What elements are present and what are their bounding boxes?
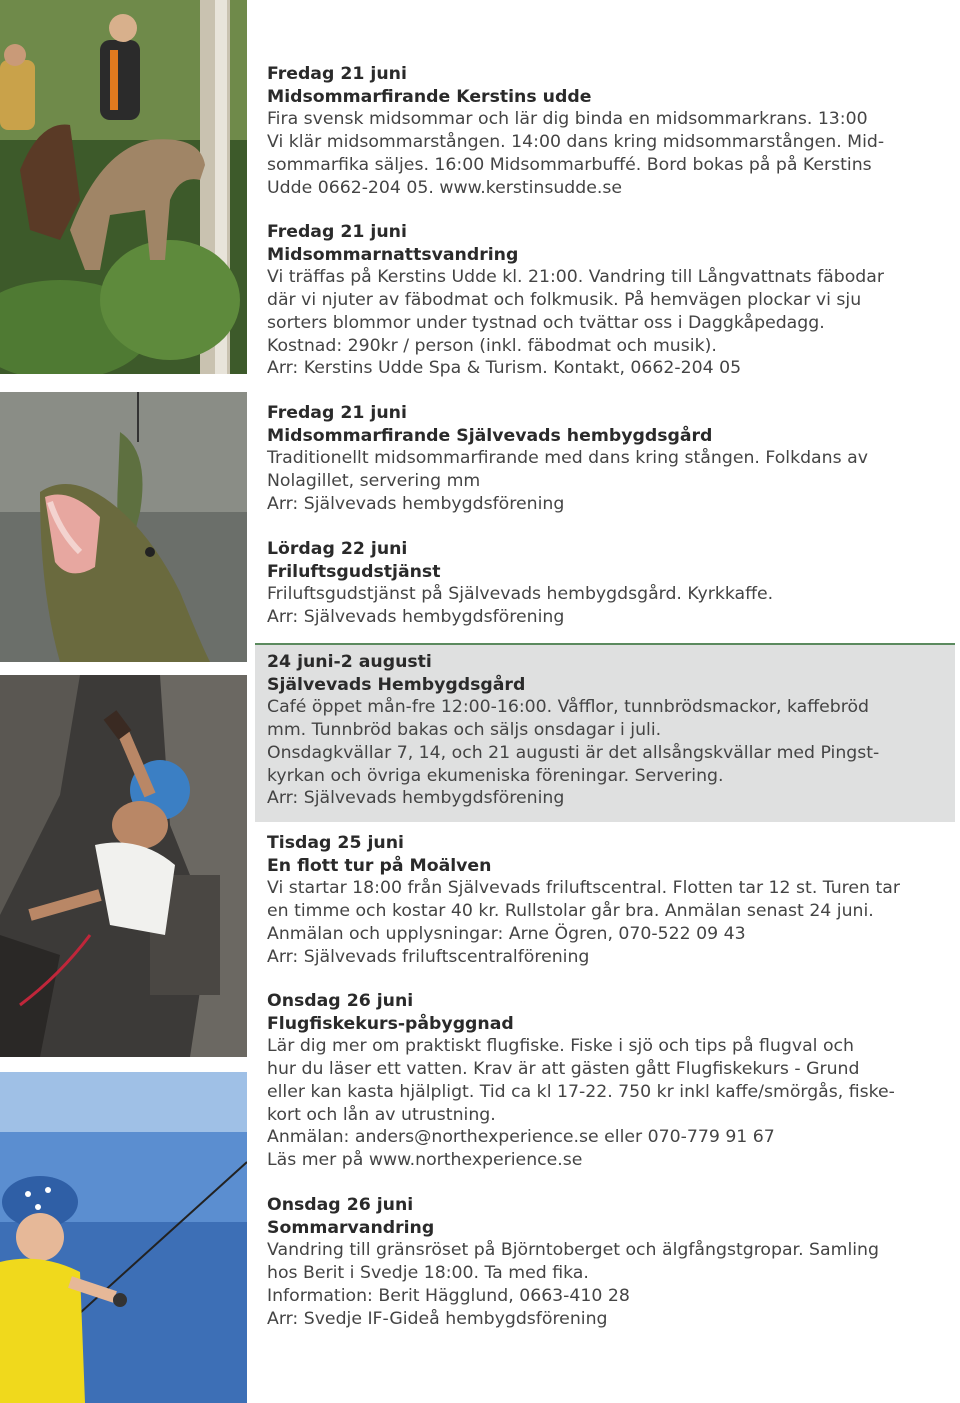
event-date: Onsdag 26 juni — [267, 991, 414, 1011]
event-description: Friluftsgudstjänst på Självevads hembygdsgård. Kyrkkaffe. Arr: Självevads hembygdsförening — [267, 584, 774, 628]
event-description: Café öppet mån-fre 12:00-16:00. Våfflor, tunnbrödsmackor, kaffebröd mm. Tunnbröd bakas och säljs onsdagar i juli. Onsdagkvällar 7, 14, och 21 augusti är det allsångskvällar med Pingst- kyrkan och övriga ekumeniska föreningar. Servering. Arr: Självevads hembygdsförening — [267, 697, 880, 809]
event-date: Lördag 22 juni — [267, 539, 408, 559]
event-title: En flott tur på Moälven — [267, 855, 492, 876]
event-friluftsgudstjanst — [267, 538, 937, 629]
event-title: Flugfiskekurs-påbyggnad — [267, 1013, 514, 1034]
event-title: Midsommarnattsvandring — [267, 244, 519, 265]
event-date: Fredag 21 juni — [267, 222, 407, 242]
event-title: Midsommarfirande Självevads hembygdsgård — [267, 425, 713, 446]
event-title: Midsommarfirande Kerstins udde — [267, 86, 592, 107]
event-description: Traditionellt midsommarfirande med dans kring stången. Folkdans av Nolagillet, servering mm Arr: Självevads hembygdsförening — [267, 448, 868, 514]
rock-climber-photo — [0, 675, 247, 1057]
event-flott-tur-moalven — [267, 832, 937, 968]
event-sjalevads-midsommar — [267, 402, 937, 516]
event-kerstins-udde-midsommar — [267, 63, 937, 199]
event-date: Fredag 21 juni — [267, 64, 407, 84]
child-fishing-photo — [0, 1072, 247, 1403]
event-sommarvandring — [267, 1194, 937, 1330]
event-date: Tisdag 25 juni — [267, 833, 404, 853]
event-description: Vi träffas på Kerstins Udde kl. 21:00. Vandring till Långvattnats fäbodar där vi njuter av fäbodmat och folkmusik. På hemvägen plockar vi sju sorters blommor under tystnad och tvättar oss i Daggkåpedagg. Kostnad: 290kr / person (inkl. fäbodmat och musik). Arr: Kerstins Udde Spa & Turism. Kontakt, 0662-204 05 — [267, 267, 884, 379]
event-midsommarnattsvandring — [267, 221, 937, 380]
event-sjalevads-hembygdsgard-cafe — [267, 651, 937, 810]
event-title: Självevads Hembygdsgård — [267, 674, 526, 695]
event-description: Vandring till gränsröset på Björntoberget och älgfångstgropar. Samling hos Berit i Svedje 18:00. Ta med fika. Information: Berit Hägglund, 0663-410 28 Arr: Svedje IF-Gideå hembygdsförening — [267, 1240, 879, 1329]
horse-riders-forest-photo — [0, 0, 247, 374]
event-title: Friluftsgudstjänst — [267, 561, 441, 582]
event-description: Fira svensk midsommar och lär dig binda en midsommarkrans. 13:00 Vi klär midsommarstången. 14:00 dans kring midsommarstången. Mid- sommarfika säljes. 16:00 Midsommarbuffé. Bord bokas på på Kerstins Udde 0662-204 05. www.kerstinsudde.se — [267, 109, 885, 198]
event-date: 24 juni-2 augusti — [267, 652, 432, 672]
event-date: Fredag 21 juni — [267, 403, 407, 423]
event-title: Sommarvandring — [267, 1217, 435, 1238]
pike-fish-photo — [0, 392, 247, 662]
event-date: Onsdag 26 juni — [267, 1195, 414, 1215]
event-flugfiskekurs — [267, 990, 937, 1172]
event-description: Vi startar 18:00 från Självevads friluftscentral. Flotten tar 12 st. Turen tar en timme och kostar 40 kr. Rullstolar går bra. Anmälan senast 24 juni. Anmälan och upplysningar: Arne Ögren, 070-522 09 43 Arr: Självevads friluftscentralförening — [267, 878, 900, 967]
event-description: Lär dig mer om praktiskt flugfiske. Fiske i sjö och tips på flugval och hur du läser ett vatten. Krav är att gästen gått Flugfiskekurs - Grund eller kan kasta hjälpligt. Tid ca kl 17-22. 750 kr inkl kaffe/smörgås, fiske- kort och lån av utrustning. Anmälan: anders@northexperience.se eller 070-779 91 67 Läs mer på www.northexperience.se — [267, 1036, 895, 1170]
